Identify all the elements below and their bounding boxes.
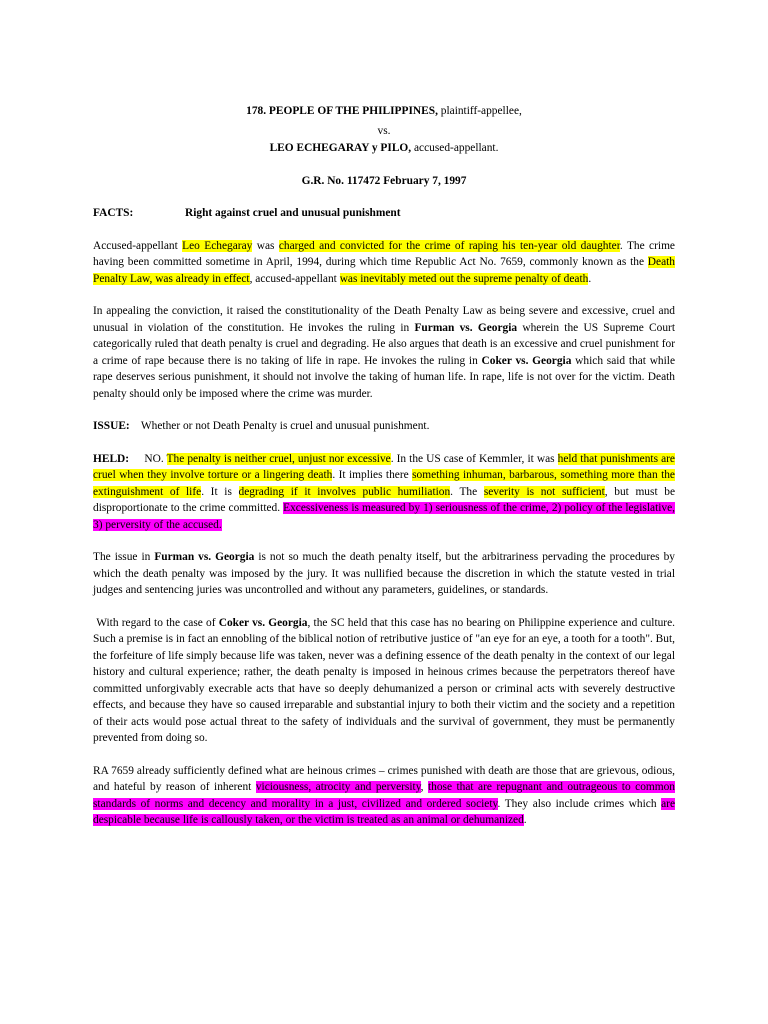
highlight-magenta: those that are repugnant and outrageous to common standards of norms and decency and morality in a just, civilized and ordered society xyxy=(93,781,676,810)
text-run: is not so much the death penalty itself, but the arbitrariness pervading the procedures by which the death penalty was imposed by the jury. It was nullified because the discretion in which the statute vested in trial judges and sentencing juries was uncontrolled and without any parameters, guidelines, or standards. xyxy=(93,551,675,596)
coker-paragraph xyxy=(93,615,675,747)
plaintiff-name: PEOPLE OF THE PHILIPPINES, xyxy=(268,105,438,117)
text-run: NO. xyxy=(144,452,167,465)
highlight-yellow: was inevitably meted out the supreme penalty of death xyxy=(339,272,589,285)
case-citation: Coker vs. Georgia xyxy=(218,616,308,629)
facts-heading xyxy=(93,205,675,222)
text-run: . In the US case of Kemmler, it was xyxy=(390,452,558,465)
highlight-yellow: charged and convicted for the crime of raping his ten-year old daughter xyxy=(278,239,620,252)
highlight-yellow: Leo Echegaray xyxy=(182,239,253,252)
plaintiff-role: plaintiff-appellee, xyxy=(440,105,522,117)
case-citation: Furman vs. Georgia xyxy=(154,551,255,563)
text-run: RA 7659 already sufficiently defined what are heinous crimes – crimes punished with death are those that are grievous, odious, and hateful by reason of inherent xyxy=(93,764,675,793)
highlight-magenta: are despicable because life is callously taken, or the victim is treated as an animal or dehumanized xyxy=(93,797,675,826)
facts-paragraph-2 xyxy=(93,303,675,402)
highlight-yellow: Death Penalty Law, was already in effect xyxy=(93,256,675,285)
text-run: which said that while rape deserves serious punishment, it should not involve the taking of human life. In rape, life is not over for the victim. Death penalty should only be imposed where the crime was murder. xyxy=(93,354,675,400)
highlight-yellow: The penalty is neither cruel, unjust nor excessive xyxy=(166,452,391,465)
text-run: . xyxy=(588,272,592,285)
held-paragraph xyxy=(93,451,675,534)
highlight-yellow: severity is not sufficient xyxy=(483,485,605,498)
issue-paragraph xyxy=(93,418,675,435)
facts-title: Right against cruel and unusual punishment xyxy=(185,207,401,219)
highlight-magenta: Excessiveness is measured by 1) seriousness of the crime, 2) policy of the legislative, 3) perversity of the accused. xyxy=(93,502,675,531)
ra7659-paragraph xyxy=(93,763,675,829)
accused-role: accused-appellant. xyxy=(414,142,499,154)
case-parties-line xyxy=(93,103,675,120)
text-run: , accused-appellant xyxy=(249,272,340,285)
gr-number-line: G.R. No. 117472 February 7, 1997 xyxy=(301,174,467,187)
text-run: Accused-appellant xyxy=(93,239,183,252)
case-citation: Furman vs. Georgia xyxy=(414,321,518,334)
text-run: . It implies there xyxy=(332,469,413,481)
versus-line: vs. xyxy=(377,124,391,137)
text-run: . They also include crimes which xyxy=(497,797,662,810)
text-run: , xyxy=(420,781,428,793)
facts-paragraph-1 xyxy=(93,238,675,288)
case-number: 178. xyxy=(246,105,267,117)
highlight-yellow: something inhuman, barbarous, something more than the extinguishment of life xyxy=(93,469,675,498)
highlight-yellow: degrading if it involves public humiliation xyxy=(238,485,451,498)
issue-label: ISSUE: xyxy=(93,420,130,432)
text-run: , the SC held that this case has no bearing on Philippine experience and culture. Such a premise is in fact an ennobling of the biblical notion of retributive justice of "an eye for an eye, a tooth for a tooth". But, the forfeiture of life simply because life was taken, never was a defining essence of the death penalty in the context of our legal history and cultural experience; rather, the death penalty is imposed in heinous crimes because the perpetrators thereof have committed unforgivably execrable acts that have so deeply dehumanized a person or criminal acts with severely destructive effects, and because they have so caused irreparable and substantial injury to both their victim and the society and a repetition of their acts would pose actual threat to the safety of individuals and the survival of government, they must be permanently prevented from doing so. xyxy=(93,616,675,744)
text-run: . The crime having been committed sometime in April, 1994, during which time Republic Act No. 7659, commonly known as the xyxy=(93,239,675,268)
document-body xyxy=(93,103,675,829)
furman-paragraph xyxy=(93,549,675,599)
text-run: . xyxy=(523,814,527,826)
text-run: In appealing the conviction, it raised the constitutionality of the Death Penalty Law as being severe and excessive, cruel and unusual in violation of the constitution. He invokes the ruling in xyxy=(93,305,675,334)
text-run: . The xyxy=(450,485,484,498)
case-citation: Coker vs. Georgia xyxy=(481,354,572,367)
accused-line xyxy=(93,140,675,157)
issue-text: Whether or not Death Penalty is cruel and unusual punishment. xyxy=(140,420,430,432)
accused-name: LEO ECHEGARAY y PILO, xyxy=(269,142,412,154)
text-run: The issue in xyxy=(93,551,155,563)
text-run: . It is xyxy=(201,485,239,498)
highlight-magenta: viciousness, atrocity and perversity xyxy=(255,781,421,793)
highlight-yellow: held that punishments are cruel when they involve torture or a lingering death xyxy=(93,452,675,481)
text-run: wherein the US Supreme Court categorically ruled that death penalty is cruel and degrading. He also argues that death is an excessive and cruel punishment for a crime of rape because there is no taking of life in rape. He invokes the ruling in xyxy=(93,321,676,367)
text-run: With regard to the case of xyxy=(96,616,219,629)
facts-label: FACTS: xyxy=(93,207,134,219)
text-run: was xyxy=(252,239,279,252)
text-run: , but must be disproportionate to the crime committed. xyxy=(93,485,675,514)
held-label: HELD: xyxy=(93,452,130,465)
